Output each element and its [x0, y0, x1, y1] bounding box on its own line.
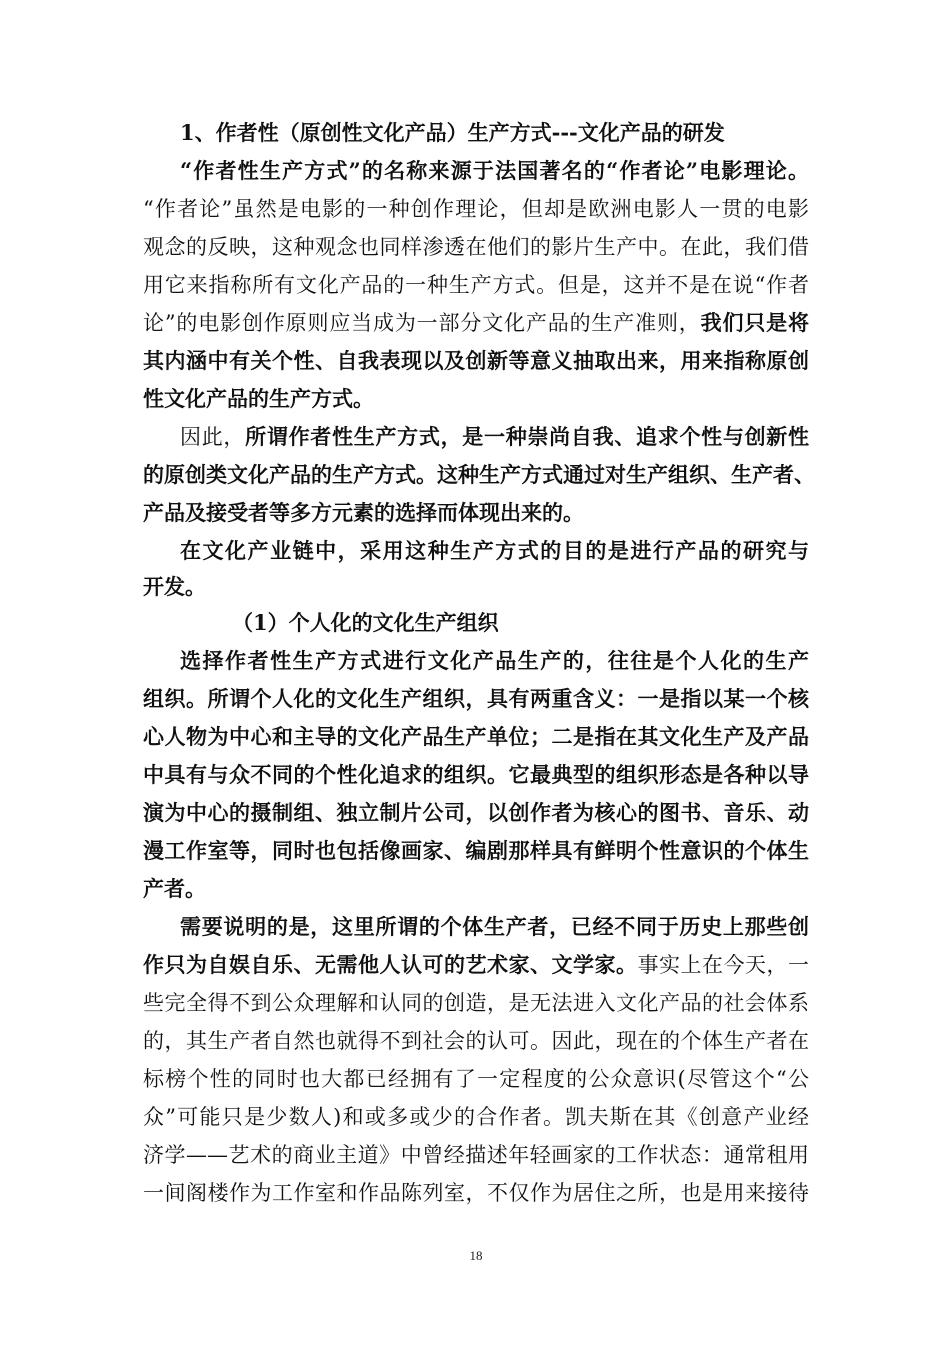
paragraph-line: 的，其生产者自然也就得不到社会的认可。因此，现在的个体生产者在 [143, 1029, 809, 1053]
paragraph-line: “作者论”虽然是电影的一种创作理论，但却是欧洲电影人一贯的电影 [143, 197, 809, 221]
section-heading: 1、作者性（原创性文化产品）生产方式---文化产品的研发 [180, 120, 725, 145]
page-number: 18 [469, 1248, 483, 1263]
paragraph-line: 用它来指称所有文化产品的一种生产方式。但是，这并不是在说“作者 [143, 273, 809, 297]
paragraph-line: 济学——艺术的商业主道》中曾经描述年轻画家的工作状态：通常租用 [143, 1143, 809, 1167]
paragraph-line: “作者性生产方式”的名称来源于法国著名的“作者论”电影理论。 [180, 158, 809, 183]
paragraph-line: 心人物为中心和主导的文化产品生产单位；二是指在其文化生产及产品 [143, 724, 809, 749]
emphasis-text: 作只为自娱自乐、无需他人认可的艺术家、文学家。 [143, 952, 638, 977]
paragraph-line: 其内涵中有关个性、自我表现以及创新等意义抽取出来，用来指称原创 [143, 348, 809, 373]
paragraph-text: 论”的电影创作原则应当成为一部分文化产品的生产准则， [143, 311, 701, 335]
paragraph-line: 选择作者性生产方式进行文化产品生产的，往往是个人化的生产 [180, 648, 809, 673]
emphasis-text: 所谓作者性生产方式，是一种崇尚自我、追求个性与创新性 [245, 424, 810, 449]
paragraph-line: 众”可能只是少数人)和或多或少的合作者。凯夫斯在其《创意产业经 [143, 1105, 809, 1129]
paragraph-line: 标榜个性的同时也大都已经拥有了一定程度的公众意识(尽管这个“公 [143, 1067, 809, 1091]
paragraph-text: 事实上在今天，一 [637, 953, 809, 977]
paragraph-line: 在文化产业链中，采用这种生产方式的目的是进行产品的研究与 [180, 538, 809, 563]
paragraph-line: 一间阁楼作为工作室和作品陈列室，不仅作为居住之所，也是用来接待 [143, 1181, 809, 1205]
paragraph-text: 因此， [180, 425, 246, 449]
paragraph-line: 的原创类文化产品的生产方式。这种生产方式通过对生产组织、生产者、 [143, 462, 815, 487]
paragraph-line: 漫工作室等，同时也包括像画家、编剧那样具有鲜明个性意识的个体生 [143, 838, 809, 863]
paragraph-line [143, 308, 809, 338]
paragraph-line: 组织。所谓个人化的文化生产组织，具有两重含义：一是指以某一个核 [143, 686, 809, 711]
paragraph-line: 开发。 [143, 574, 206, 599]
paragraph-line: 性文化产品的生产方式。 [143, 386, 374, 411]
paragraph-line: 观念的反映，这种观念也同样渗透在他们的影片生产中。在此，我们借 [143, 235, 809, 259]
paragraph-line: 产品及接受者等多方元素的选择而体现出来的。 [143, 500, 584, 525]
emphasis-text: 我们只是将 [700, 310, 810, 335]
paragraph-line [180, 422, 809, 452]
paragraph-line: 产者。 [143, 876, 206, 901]
paragraph-line: 演为中心的摄制组、独立制片公司，以创作者为核心的图书、音乐、动 [143, 800, 809, 825]
subsection-heading: （1）个人化的文化生产组织 [232, 610, 499, 635]
paragraph-line: 中具有与众不同的个性化追求的组织。它最典型的组织形态是各种以导 [143, 762, 809, 787]
paragraph-line: 些完全得不到公众理解和认同的创造，是无法进入文化产品的社会体系 [143, 991, 809, 1015]
paragraph-line [143, 950, 809, 980]
paragraph-line: 需要说明的是，这里所谓的个体生产者，已经不同于历史上那些创 [180, 914, 809, 939]
